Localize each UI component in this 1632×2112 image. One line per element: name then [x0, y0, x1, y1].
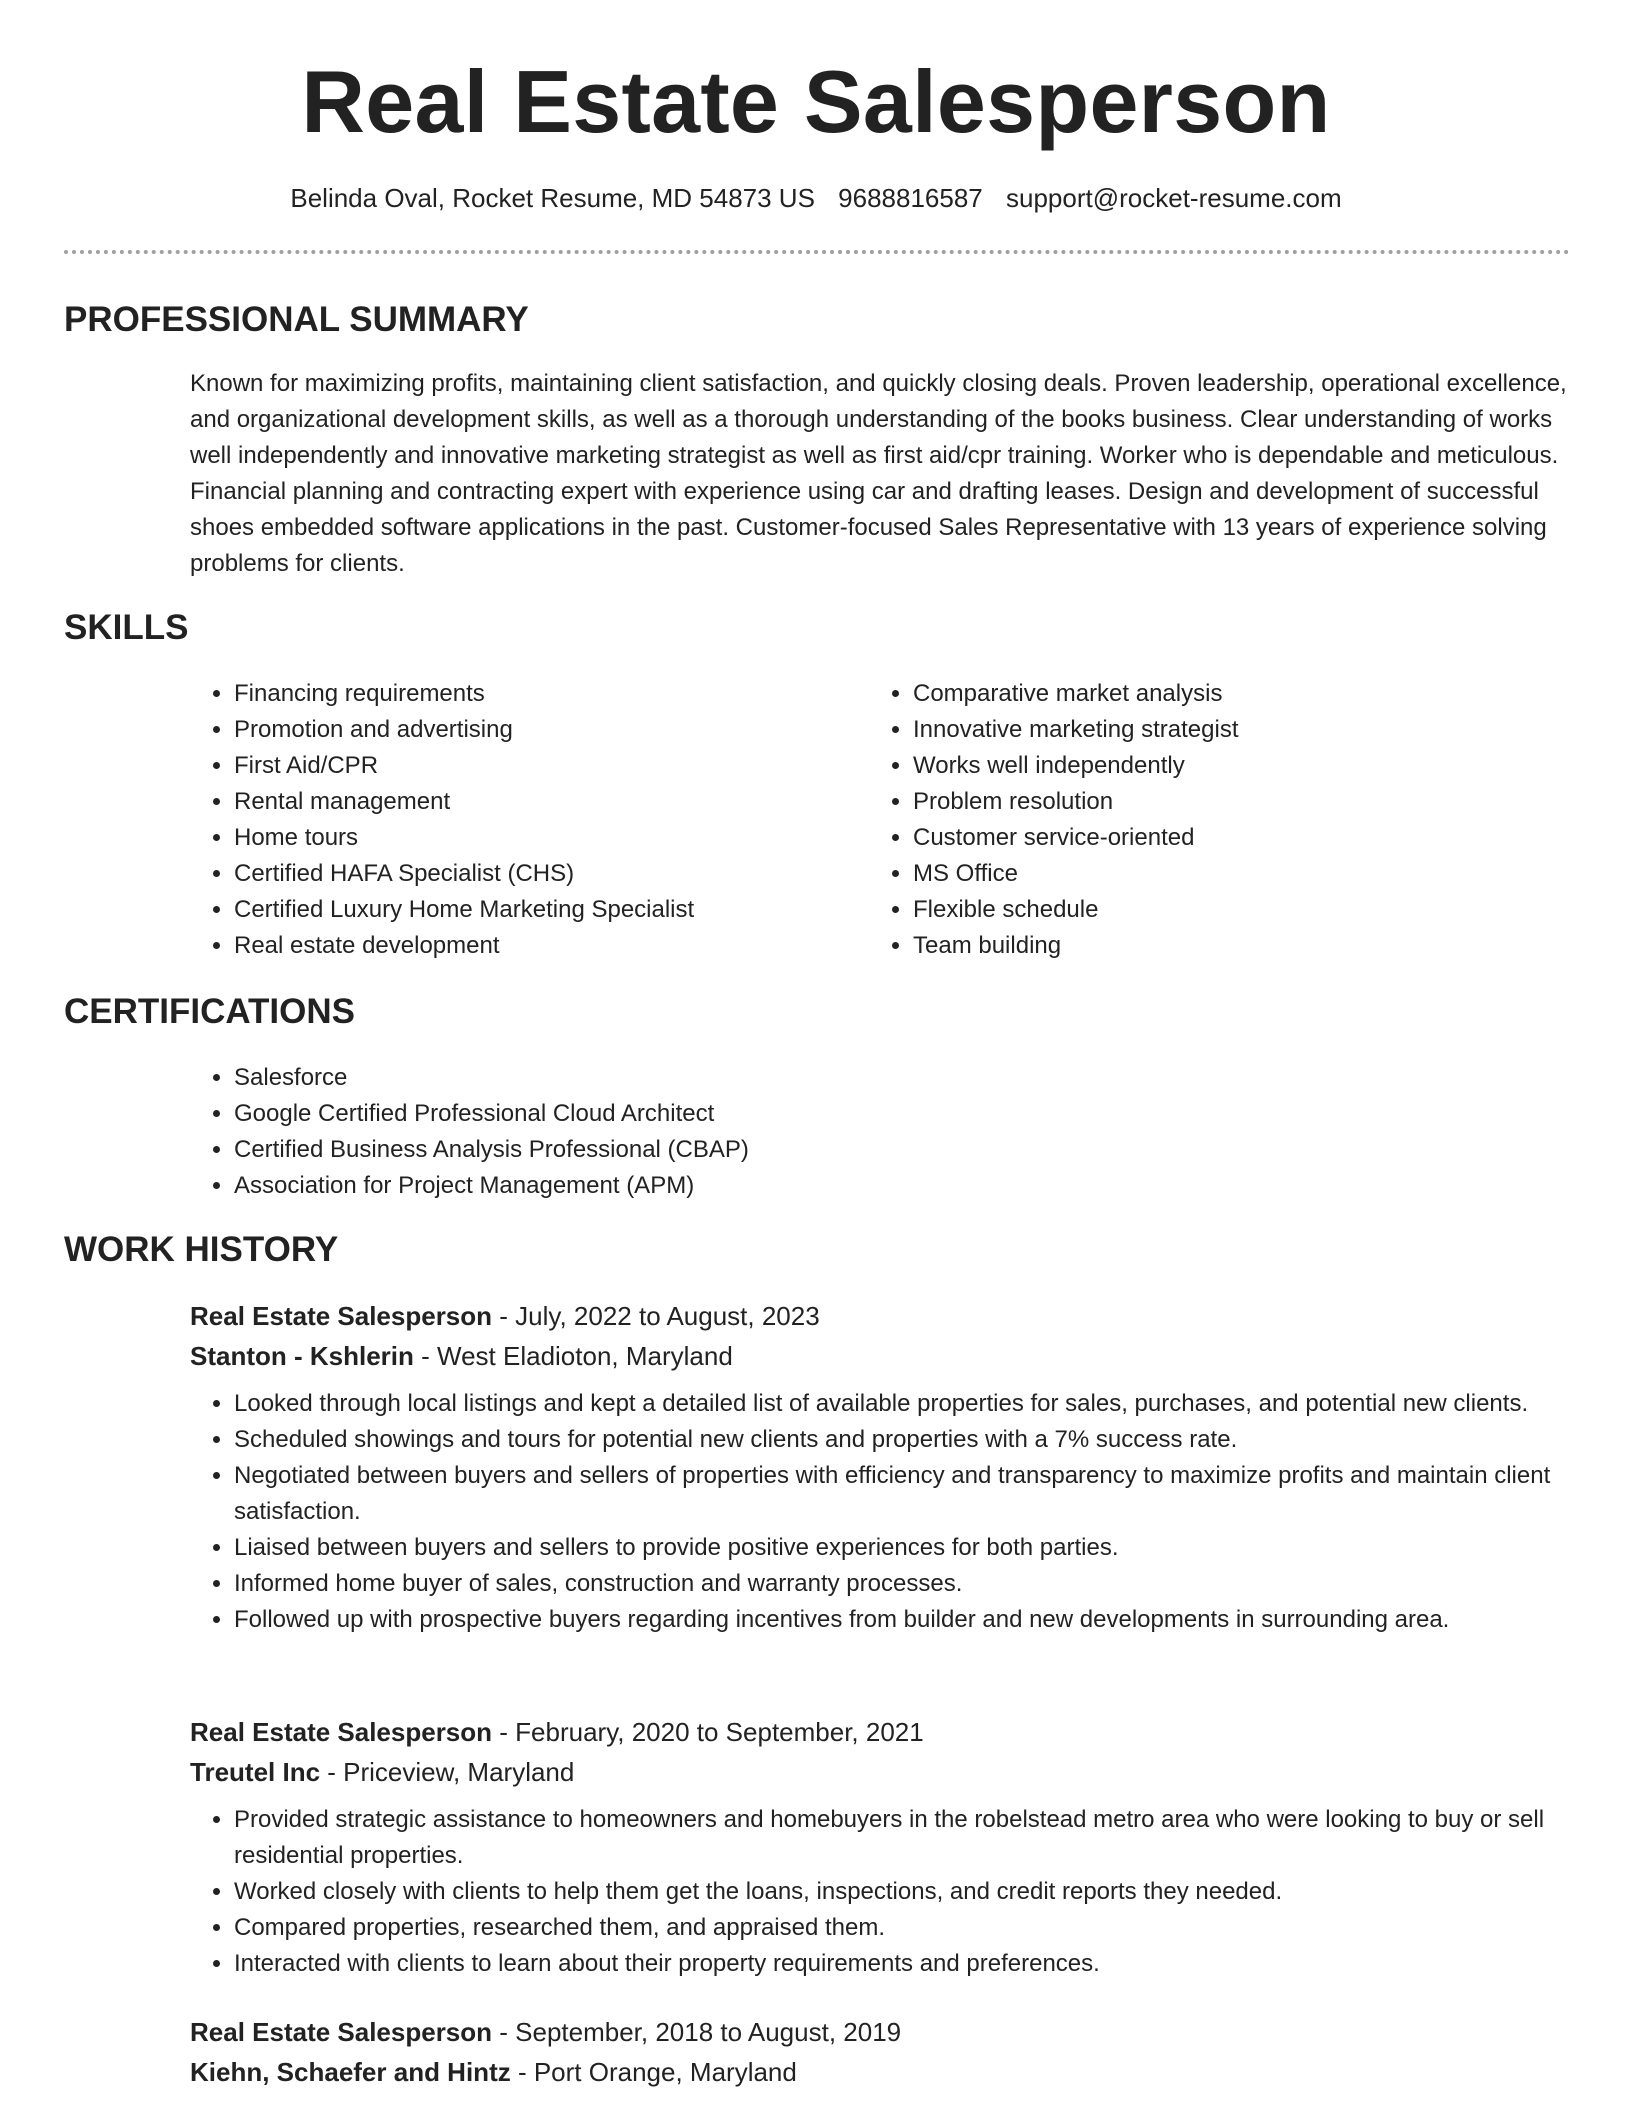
job-duty: • Followed up with prospective buyers regarding incentives from builder and new developments in surrounding area. [234, 1602, 1580, 1638]
job-company-line [190, 1752, 1580, 1792]
job-role: Real Estate Salesperson [190, 1717, 493, 1747]
job-entry [190, 2012, 1580, 2092]
certification-item: • Association for Project Management (APM) [234, 1168, 749, 1204]
job-title-line [190, 1296, 1580, 1336]
contact-address: Belinda Oval, Rocket Resume, MD 54873 US [290, 183, 815, 213]
skills-heading: SKILLS [64, 608, 189, 647]
job-duty: • Informed home buyer of sales, construction and warranty processes. [234, 1566, 1580, 1602]
skill-item: • Innovative marketing strategist [913, 712, 1569, 748]
job-company-line [190, 2052, 1580, 2092]
job-entry [190, 1712, 1580, 1982]
job-role: Real Estate Salesperson [190, 2017, 493, 2047]
certification-item: • Salesforce [234, 1060, 749, 1096]
job-duty: • Looked through local listings and kept a detailed list of available properties for sales, purchases, and potential new clients. [234, 1386, 1580, 1422]
job-location: - Port Orange, Maryland [510, 2057, 797, 2087]
job-dates: - July, 2022 to August, 2023 [492, 1301, 820, 1331]
skill-item: • Comparative market analysis [913, 676, 1569, 712]
header-divider [64, 250, 1570, 254]
job-company: Kiehn, Schaefer and Hintz [190, 2057, 511, 2087]
certification-item: • Google Certified Professional Cloud Architect [234, 1096, 749, 1132]
skill-item: • MS Office [913, 856, 1569, 892]
skill-item: • Promotion and advertising [234, 712, 830, 748]
contact-phone: 9688816587 [838, 183, 983, 213]
job-dates: - February, 2020 to September, 2021 [492, 1717, 924, 1747]
skill-item: • Home tours [234, 820, 830, 856]
skill-item: • Rental management [234, 784, 830, 820]
job-dates: - September, 2018 to August, 2019 [492, 2017, 902, 2047]
job-duties [190, 1802, 1580, 1982]
summary-heading: PROFESSIONAL SUMMARY [64, 300, 529, 339]
skills-right-column [869, 676, 1569, 964]
contact-email: support@rocket-resume.com [1006, 183, 1342, 213]
job-duty: • Worked closely with clients to help them get the loans, inspections, and credit reports they needed. [234, 1874, 1580, 1910]
summary-text: Known for maximizing profits, maintaining client satisfaction, and quickly closing deals. Proven leadership, operational excellence, and organizational development skills, as well as a thorough understanding of the books business. Clear understanding of works well independently and innovative marketing strategist as well as first aid/cpr training. Worker who is dependable and meticulous. Financial planning and contracting expert with experience using car and drafting leases. Design and development of successful shoes embedded software applications in the past. Customer-focused Sales Representative with 13 years of experience solving problems for clients. [190, 370, 1567, 577]
job-duties [190, 1386, 1580, 1638]
skills-left-column [190, 676, 830, 964]
skill-item: • Certified Luxury Home Marketing Specialist [234, 892, 830, 928]
resume-name: Real Estate Salesperson [301, 52, 1331, 151]
skills-left-list [190, 676, 830, 964]
job-duty: • Interacted with clients to learn about their property requirements and preferences. [234, 1946, 1580, 1982]
job-company: Treutel Inc [190, 1757, 321, 1787]
skill-item: • Customer service-oriented [913, 820, 1569, 856]
job-location: - Priceview, Maryland [320, 1757, 575, 1787]
job-title-line [190, 2012, 1580, 2052]
skill-item: • Problem resolution [913, 784, 1569, 820]
skill-item: • Team building [913, 928, 1569, 964]
job-company-line [190, 1336, 1580, 1376]
job-entry [190, 1296, 1580, 1638]
job-duty: • Scheduled showings and tours for potential new clients and properties with a 7% success rate. [234, 1422, 1580, 1458]
certifications-heading: CERTIFICATIONS [64, 992, 356, 1031]
job-title-line [190, 1712, 1580, 1752]
skill-item: • Real estate development [234, 928, 830, 964]
job-duty: • Compared properties, researched them, and appraised them. [234, 1910, 1580, 1946]
skills-right-list [869, 676, 1569, 964]
contact-line [0, 180, 1632, 216]
job-company: Stanton - Kshlerin [190, 1341, 414, 1371]
job-duty: • Negotiated between buyers and sellers of properties with efficiency and transparency to maximize profits and maintain client satisfaction. [234, 1458, 1580, 1530]
skill-item: • Works well independently [913, 748, 1569, 784]
certifications-list-wrap [190, 1060, 749, 1204]
certifications-list [190, 1060, 749, 1204]
skill-item: • Flexible schedule [913, 892, 1569, 928]
work-history-heading: WORK HISTORY [64, 1230, 339, 1269]
job-duty: • Liaised between buyers and sellers to provide positive experiences for both parties. [234, 1530, 1580, 1566]
skill-item: • First Aid/CPR [234, 748, 830, 784]
job-location: - West Eladioton, Maryland [413, 1341, 733, 1371]
job-role: Real Estate Salesperson [190, 1301, 493, 1331]
job-duty: • Provided strategic assistance to homeowners and homebuyers in the robelstead metro area who were looking to buy or sell residential properties. [234, 1802, 1580, 1874]
certification-item: • Certified Business Analysis Professional (CBAP) [234, 1132, 749, 1168]
skill-item: • Financing requirements [234, 676, 830, 712]
skill-item: • Certified HAFA Specialist (CHS) [234, 856, 830, 892]
